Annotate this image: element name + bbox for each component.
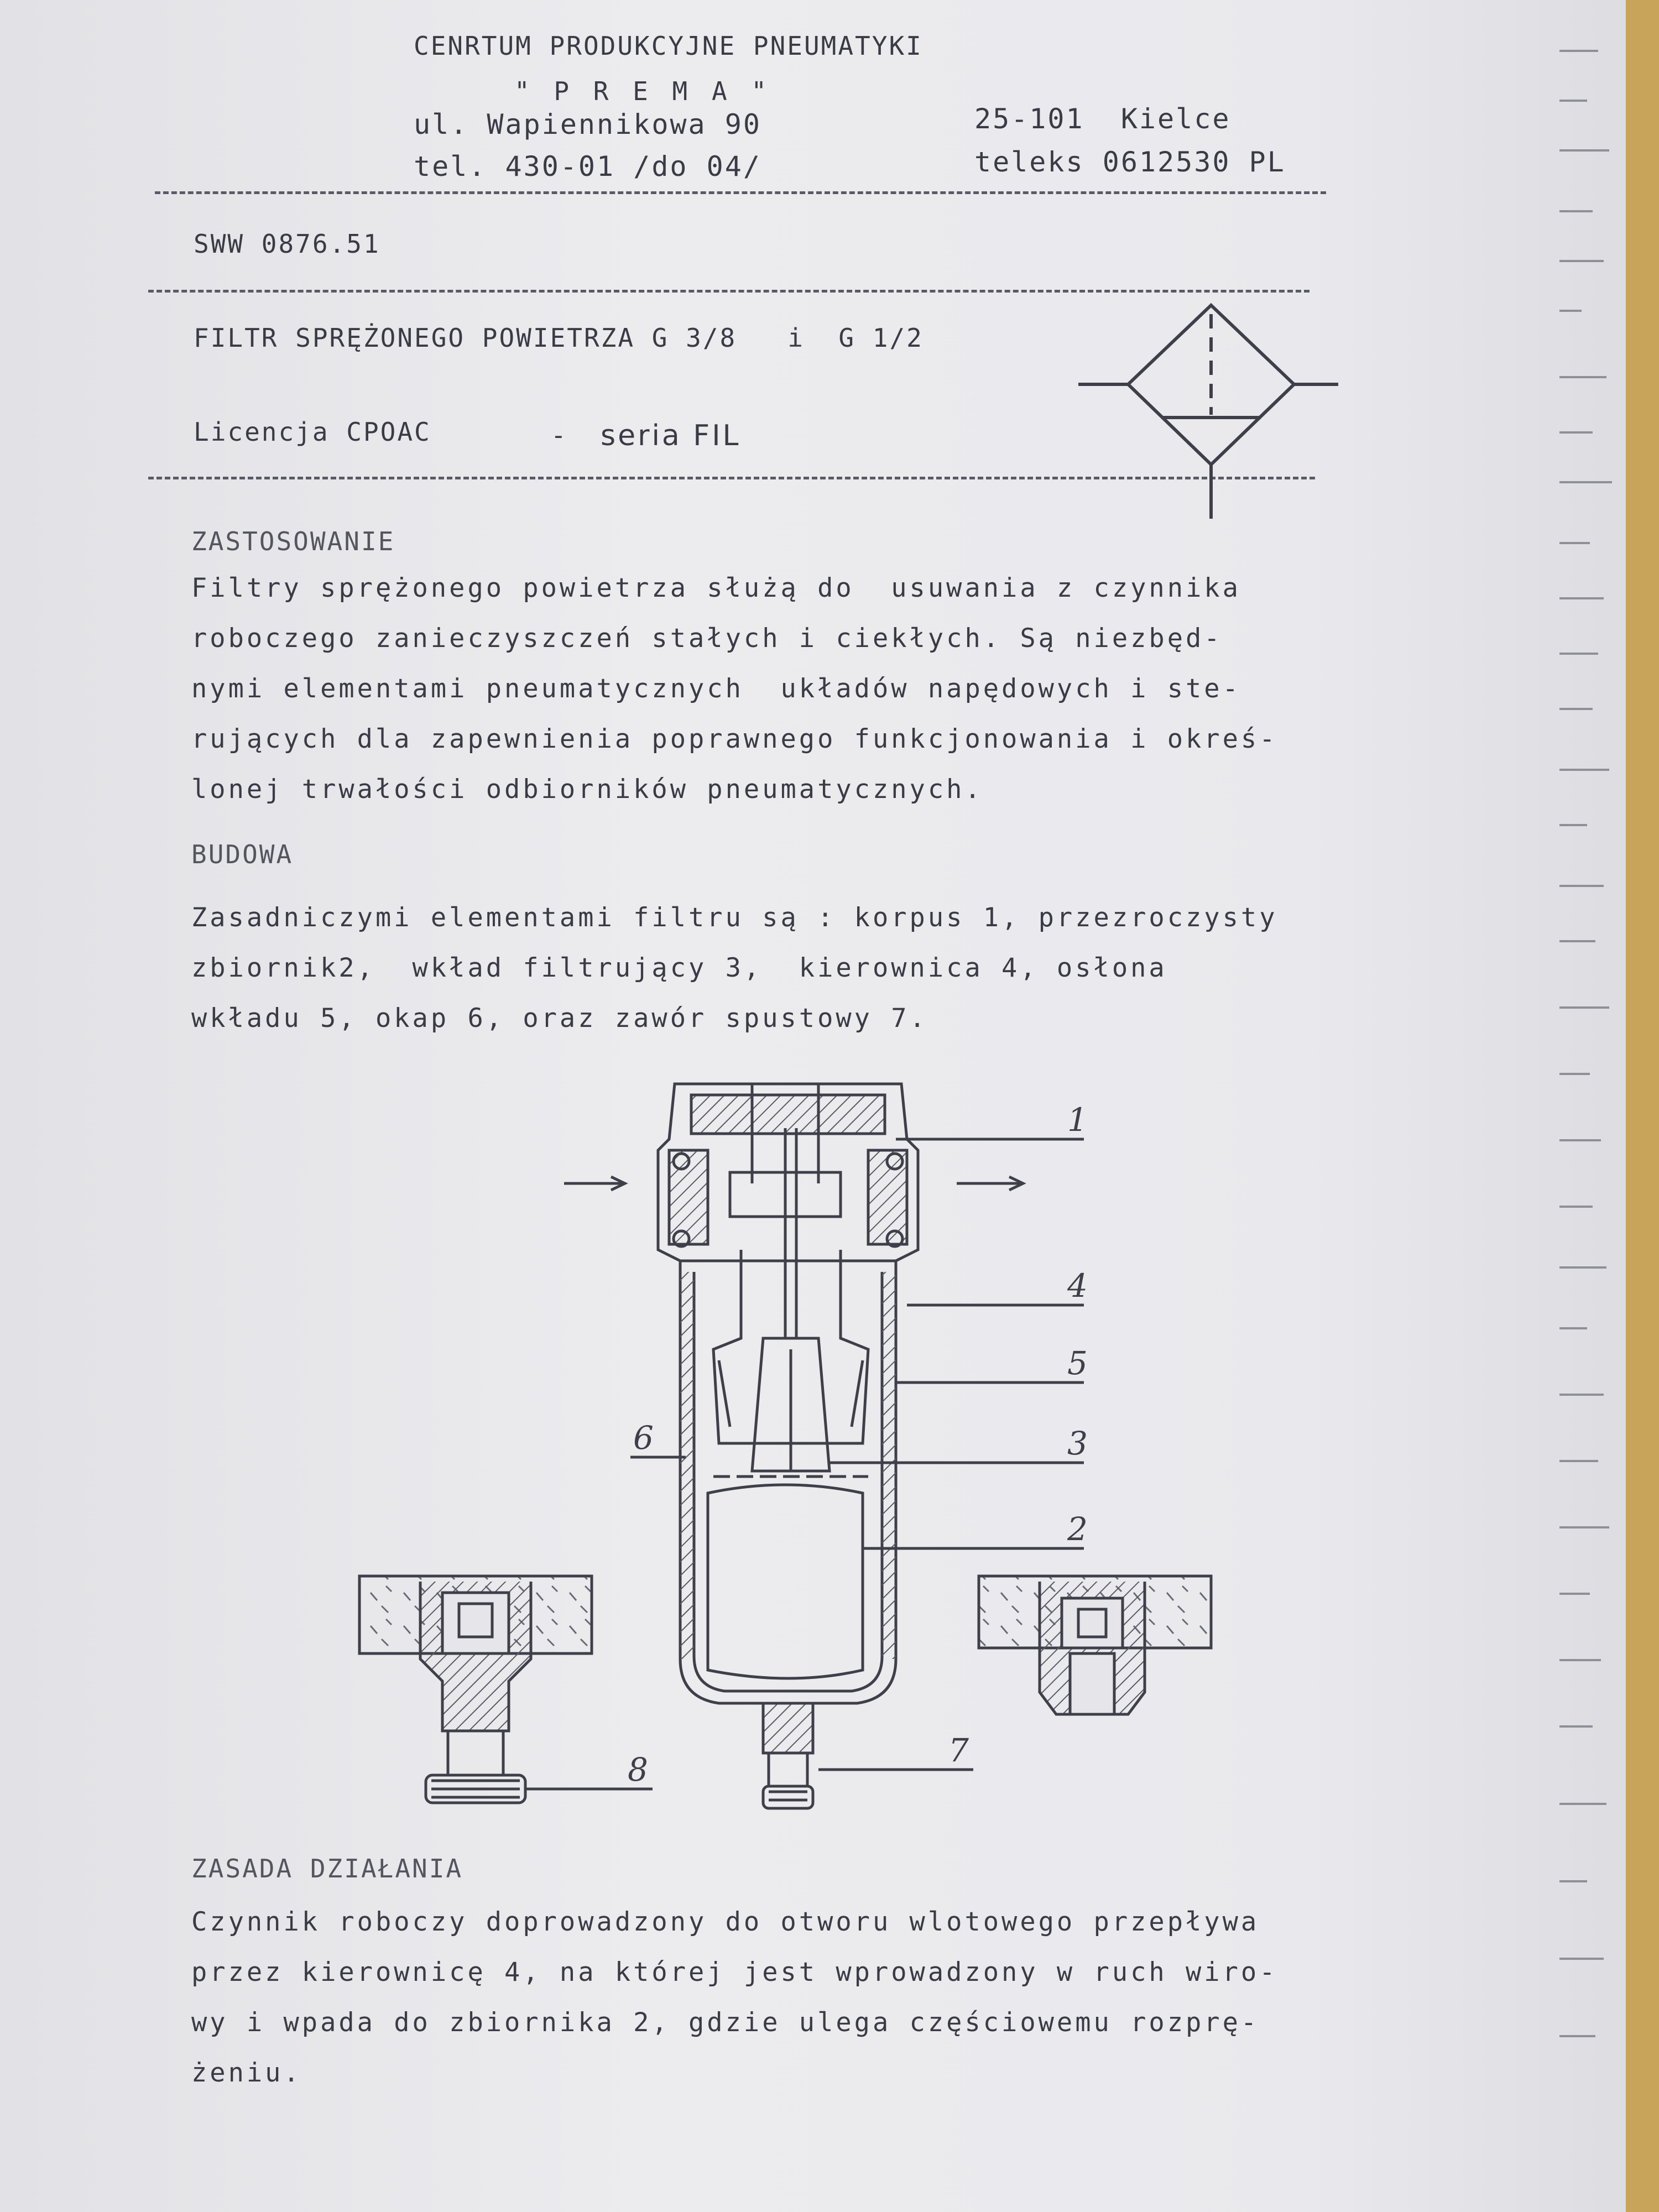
part-label-5: 5	[1067, 1344, 1088, 1382]
construction-line: wkładu 5, okap 6, oraz zawór spustowy 7.	[191, 1003, 928, 1034]
postal-city: 25-101 Kielce	[974, 103, 1231, 135]
binder-edge	[1626, 0, 1659, 2212]
application-line: Filtry sprężonego powietrza służą do usuwania z czynnika	[191, 573, 1241, 603]
part-label-6: 6	[633, 1419, 654, 1457]
phone-number: tel. 430-01 /do 04/	[414, 150, 761, 182]
street-address: ul. Wapiennikowa 90	[414, 108, 761, 140]
part-label-1: 1	[1067, 1101, 1088, 1139]
divider-2	[148, 290, 1310, 293]
brand-name: " P R E M A "	[514, 76, 771, 106]
part-label-3: 3	[1067, 1425, 1088, 1462]
license-text: Licencja CPOAC	[194, 417, 431, 447]
principle-line: Czynnik roboczy doprowadzony do otworu wlotowego przepływa	[191, 1907, 1260, 1937]
construction-text	[191, 893, 1278, 1044]
product-title: FILTR SPRĘŻONEGO POWIETRZA G 3/8 i G 1/2	[194, 323, 924, 353]
principle-line: wy i wpada do zbiornika 2, gdzie ulega częściowemu rozprę-	[191, 2007, 1260, 2038]
principle-text	[191, 1897, 1278, 2098]
filter-cross-section-drawing	[332, 1051, 1272, 1836]
license-dash: -	[551, 420, 568, 450]
company-name: CENRTUM PRODUKCYJNE PNEUMATYKI	[414, 31, 923, 61]
principle-heading: ZASADA DZIAŁANIA	[191, 1854, 463, 1884]
part-label-2: 2	[1067, 1510, 1088, 1548]
construction-heading: BUDOWA	[191, 839, 294, 869]
part-label-8: 8	[628, 1751, 648, 1788]
standard-code: SWW 0876.51	[194, 229, 380, 259]
application-line: rujących dla zapewnienia poprawnego funkcjonowania i okreś-	[191, 724, 1278, 754]
stacked-pages-edge	[1559, 0, 1626, 2212]
application-line: roboczego zanieczyszczeń stałych i ciekłych. Są niezbęd-	[191, 623, 1223, 654]
application-line: lonej trwałości odbiorników pneumatycznych.	[191, 774, 983, 805]
part-label-7: 7	[948, 1731, 969, 1769]
application-line: nymi elementami pneumatycznych układów napędowych i ste-	[191, 674, 1241, 704]
application-text	[191, 563, 1278, 815]
part-label-4: 4	[1067, 1267, 1088, 1305]
construction-line: Zasadniczymi elementami filtru są : korpus 1, przezroczysty	[191, 902, 1278, 933]
construction-line: zbiornik2, wkład filtrujący 3, kierownica 4, osłona	[191, 953, 1167, 983]
divider-1	[155, 191, 1326, 194]
series-name: seria FIL	[601, 419, 741, 452]
principle-line: przez kierownicę 4, na której jest wprowadzony w ruch wiro-	[191, 1957, 1278, 1987]
telex-number: teleks 0612530 PL	[974, 146, 1286, 178]
filter-symbol-icon	[1078, 299, 1344, 525]
application-heading: ZASTOSOWANIE	[191, 526, 395, 556]
principle-line: żeniu.	[191, 2058, 302, 2088]
